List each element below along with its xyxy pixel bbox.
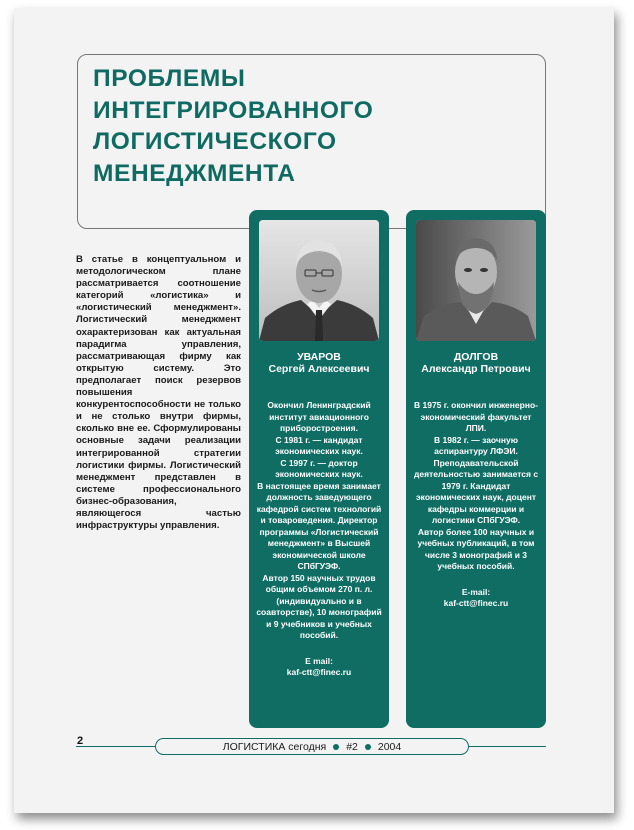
bio-paragraph: В 1975 г. окончил инженерно-экономический факультет ЛПИ.: [414, 400, 538, 433]
issue-year: 2004: [377, 740, 402, 753]
author-surname: ДОЛГОВ: [453, 351, 499, 363]
bio-paragraph: С 1997 г. — доктор экономических наук.: [275, 457, 363, 479]
footer-rule: [462, 746, 546, 747]
email-address[interactable]: kaf-ctt@finec.ru: [286, 667, 352, 677]
bio-paragraph: Автор 150 научных трудов общим объемом 270 п. л. (индивидуально и в соавторстве), 10 монографий и 9 учебников и учебных пособий.: [256, 572, 382, 640]
footer-rule: [76, 746, 162, 747]
page-number: 2: [77, 735, 84, 747]
bio-paragraph: Преподавательской деятельностью занимается с 1979 г. Кандидат экономических наук, доцент кафедры коммерции и логистики СПбГУЭФ.: [413, 457, 539, 525]
title-line: ПРОБЛЕМЫ: [93, 65, 246, 92]
email-label: E mail:: [305, 655, 333, 666]
bio-paragraph: Окончил Ленинградский институт авиационного приборостроения.: [267, 400, 371, 433]
bullet-icon: [333, 744, 339, 750]
journal-name: ЛОГИСТИКА сегодня: [222, 740, 327, 753]
bio-paragraph: С 1981 г. — кандидат экономических наук.: [275, 434, 363, 456]
title-line: ЛОГИСТИЧЕСКОГО: [93, 128, 337, 155]
email-label: E-mail:: [461, 586, 491, 597]
article-title: [93, 63, 423, 189]
article-abstract: В статье в концептуальном и методологическом плане рассматривается соотношение категорий «логистика» и «логистический менеджмент». Логистический менеджмент охарактеризован как актуальная парадигма управления, рассматривающая фирму как открытую систему. Это предполагает поиск резервов повышения конкурентоспособности не только и не столько внутри фирмы, сколько вне ее. Сформулированы основные задачи реализации интегрированной стратегии логистики фирмы. Логистический менеджмент представлен в системе профессионального бизнес-образования, являющегося частью инфраструктуры управления.: [76, 254, 241, 532]
title-line: МЕНЕДЖМЕНТА: [93, 159, 296, 187]
author-card-uvarov: [249, 210, 389, 728]
bio-paragraph: В 1982 г. — заочную аспирантуру ЛФЭИ.: [434, 434, 518, 456]
bullet-icon: [365, 744, 371, 750]
author-name: [249, 351, 389, 375]
author-photo: [259, 220, 379, 341]
author-given-name: Александр Петрович: [421, 363, 531, 375]
title-line: ИНТЕГРИРОВАННОГО: [93, 96, 374, 124]
author-photo: [416, 220, 536, 341]
bio-paragraph: Автор более 100 научных и учебных публикаций, в том числе 3 монографий и 3 учебных пособий.: [417, 526, 535, 571]
issue-number: #2: [346, 740, 358, 753]
author-bio: [412, 400, 540, 610]
footer-journal-bar: [155, 738, 469, 755]
author-given-name: Сергей Алексеевич: [268, 363, 370, 375]
author-name: [406, 351, 546, 375]
author-card-dolgov: [406, 210, 546, 728]
author-bio: [255, 400, 383, 679]
author-surname: УВАРОВ: [297, 351, 341, 363]
bio-paragraph: В настоящее время занимает должность заведующего кафедрой систем технологий и товароведения. Директор программы «Логистический менеджмент» в Высшей экономической школе СПбГУЭФ.: [256, 480, 382, 571]
email-address[interactable]: kaf-ctt@finec.ru: [443, 598, 509, 608]
